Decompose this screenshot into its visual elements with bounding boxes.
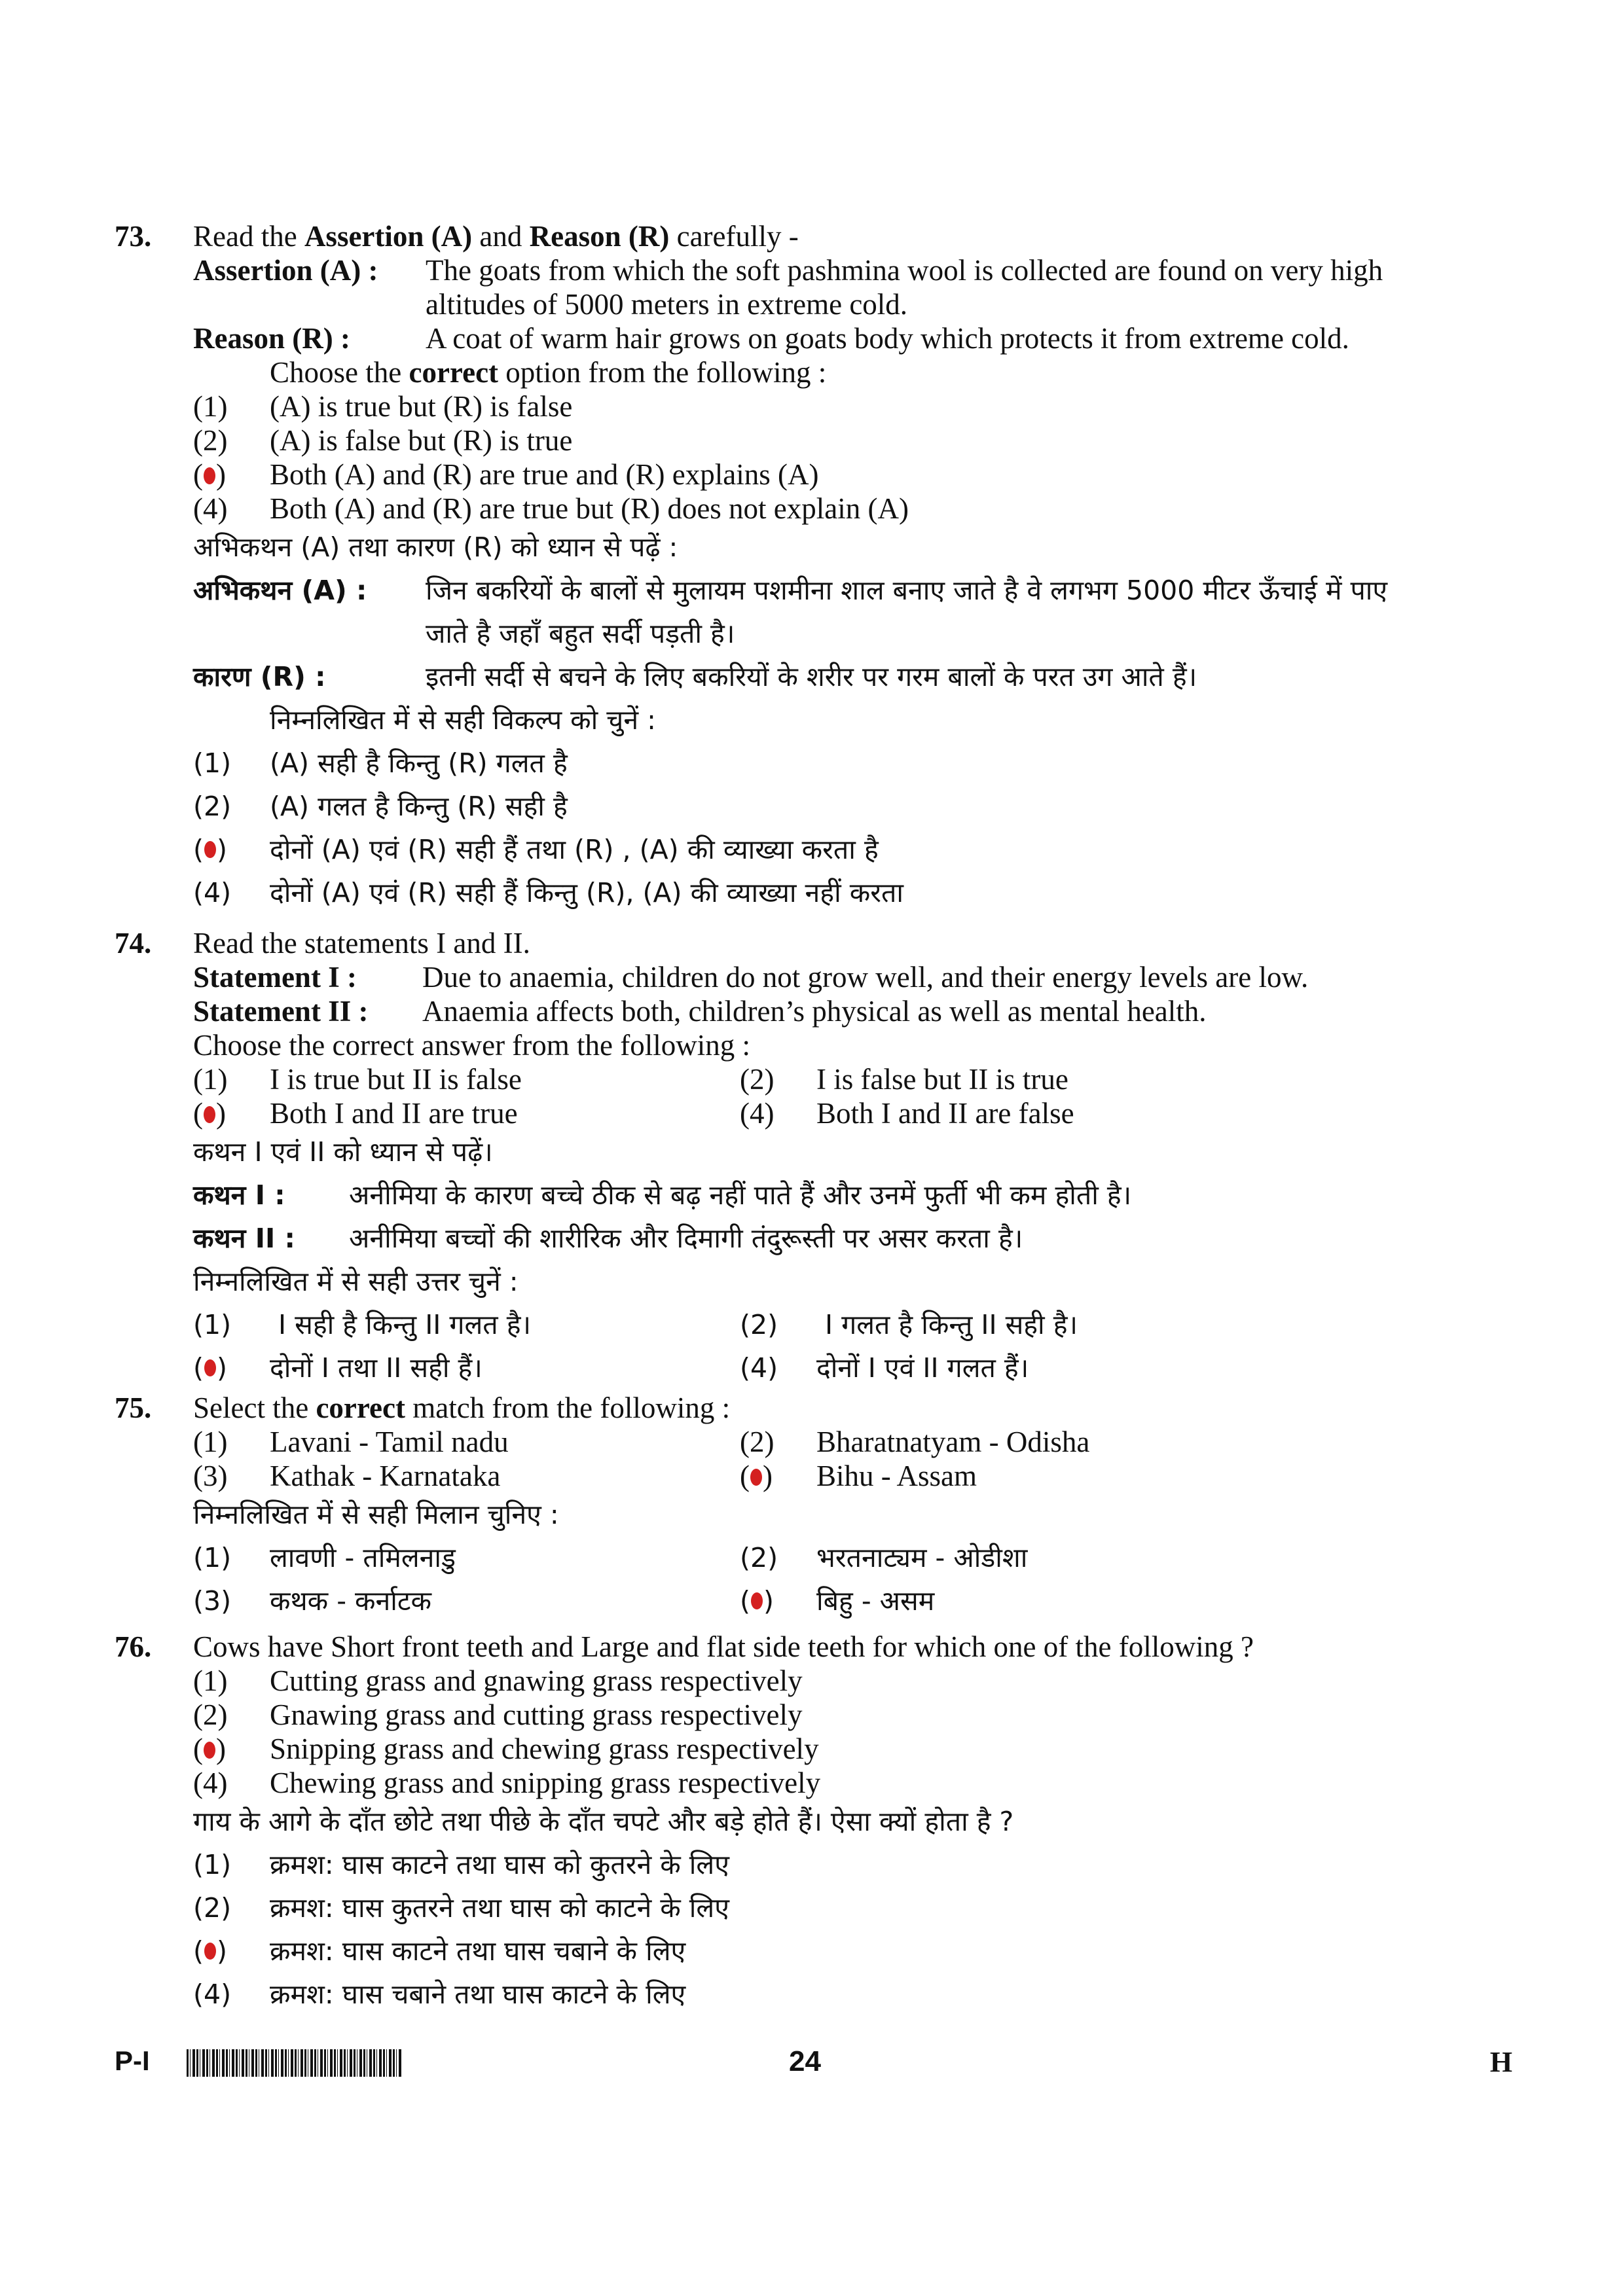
hindi-assertion-text-cont: जाते है जहाँ बहुत सर्दी पड़ती है। (426, 618, 735, 649)
option-1[interactable]: (1) Cutting grass and gnawing grass respectively (193, 1664, 803, 1697)
answer-mark-icon (751, 1592, 763, 1609)
option-4[interactable]: (4) Chewing grass and snipping grass respectively (193, 1767, 821, 1799)
answer-mark-icon (204, 1943, 216, 1960)
hindi-option-3[interactable]: ( ) दोनों (A) एवं (R) सही हैं तथा (R) , (A) की व्याख्या करता है (193, 834, 879, 865)
hindi-choose-instruction: निम्नलिखित में से सही उत्तर चुनें : (193, 1266, 519, 1297)
option-2[interactable]: (2) Gnawing grass and cutting grass respectively (193, 1698, 803, 1731)
choose-instruction: Choose the correct answer from the following : (193, 1029, 751, 1062)
question-number: 75. (115, 1391, 152, 1424)
question-number: 73. (115, 220, 152, 253)
hindi-statement-2-text: अनीमिया बच्चों की शारीरिक और दिमागी तंदुरूस्ती पर असर करता है। (349, 1223, 1023, 1254)
hindi-intro: गाय के आगे के दाँत छोटे तथा पीछे के दाँत चपटे और बड़े होते हैं। ऐसा क्यों होता है ? (193, 1806, 1014, 1837)
hindi-assertion-label: अभिकथन (A) : (193, 575, 367, 606)
question-73 (115, 219, 1522, 914)
hindi-reason-text: इतनी सर्दी से बचने के लिए बकरियों के शरीर पर गरम बालों के परत उग आते हैं। (426, 661, 1197, 692)
hindi-option-3[interactable]: ( ) क्रमश: घास काटने तथा घास चबाने के लिए (193, 1935, 686, 1967)
option-1[interactable]: (1) (A) is true but (R) is false (193, 390, 573, 423)
reason-label: Reason (R) : (193, 322, 350, 355)
answer-mark-icon (204, 1742, 215, 1759)
hindi-statement-1-label: कथन I : (193, 1179, 285, 1211)
question-76 (115, 1630, 1522, 2016)
hindi-reason-label: कारण (R) : (193, 661, 326, 692)
hindi-assertion-text: जिन बकरियों के बालों से मुलायम पशमीना शाल बनाए जाते है वे लगभग 5000 मीटर ऊँचाई में पाए (426, 575, 1388, 606)
question-intro: Read the statements I and II. (193, 927, 530, 960)
hindi-option-2[interactable]: (2) क्रमश: घास कुतरने तथा घास को काटने के लिए (193, 1892, 729, 1924)
option-3[interactable]: ( ) Both (A) and (R) are true and (R) explains (A) (193, 458, 819, 491)
option-4[interactable]: (4) Both (A) and (R) are true but (R) does not explain (A) (193, 492, 909, 525)
hindi-option-1[interactable]: (1) क्रमश: घास काटने तथा घास को कुतरने के लिए (193, 1849, 729, 1880)
statement-1-text: Due to anaemia, children do not grow well, and their energy levels are low. (422, 961, 1309, 994)
page-footer (115, 2045, 1512, 2085)
hindi-statement-2-label: कथन II : (193, 1223, 295, 1254)
question-75: 75. Select the correct match from the following : (1) Lavani - Tamil nadu (2) Bharatnatyam - Odisha (3) Kathak - Karnataka ( ) Bihu - Assam निम्नलिखित में से सही मिलान चुनिए : (1) लावणी - तमिलनाडु (2) भरतनाट्यम - ओडीशा (3) कथक - कर्नाटक ( ) बिहु - असम (115, 1391, 1090, 1617)
hindi-option-4[interactable]: (4) दोनों (A) एवं (R) सही हैं किन्तु (R), (A) की व्याख्या नहीं करता (193, 877, 903, 908)
assertion-label: Assertion (A) : (193, 254, 378, 287)
hindi-option-4[interactable]: (4) क्रमश: घास चबाने तथा घास काटने के लिए (193, 1979, 686, 2010)
hindi-option-1[interactable]: (1) (A) सही है किन्तु (R) गलत है (193, 747, 568, 779)
answer-mark-icon (204, 841, 216, 858)
question-number: 74. (115, 927, 152, 960)
set-code: H (1489, 2046, 1512, 2078)
answer-mark-icon (750, 1469, 762, 1486)
option-2[interactable]: (2) (A) is false but (R) is true (193, 424, 573, 457)
hindi-choose-instruction: निम्नलिखित में से सही विकल्प को चुनें : (270, 704, 656, 736)
assertion-text-cont: altitudes of 5000 meters in extreme cold. (426, 288, 908, 321)
option-3[interactable]: ( ) Snipping grass and chewing grass respectively (193, 1732, 819, 1765)
question-intro: Read the Assertion (A) and Reason (R) carefully - (193, 220, 799, 253)
statement-2-label: Statement II : (193, 995, 369, 1028)
hindi-intro: अभिकथन (A) तथा कारण (R) को ध्यान से पढ़ें : (193, 531, 678, 563)
hindi-option-2[interactable]: (2) (A) गलत है किन्तु (R) सही है (193, 791, 568, 822)
hindi-statement-1-text: अनीमिया के कारण बच्चे ठीक से बढ़ नहीं पाते हैं और उनमें फुर्ती भी कम होती है। (349, 1179, 1132, 1211)
question-74: 74. Read the statements I and II. Statement I : Due to anaemia, children do not grow well, and their energy levels are low. Statement II : Anaemia affects both, children’s physical as well as mental health. Choose the correct answer from the following : (1) I is true but II is false (2) I is false but II is true ( ) Both I and II are true (4) Both I and II are false कथन I एवं II को ध्यान से पढ़ें। कथन I : अनीमिया के कारण बच्चे ठीक से बढ़ नहीं पाते हैं और उनमें फुर्ती भी कम होती है। कथन II : अनीमिया बच्चों की शारीरिक और दिमागी तंदुरूस्ती पर असर करता है। निम्नलिखित में से सही उत्तर चुनें : (1) I सही है किन्तु II गलत है। (2) I गलत है किन्तु II सही है। ( ) दोनों I तथा II सही हैं। (4) दोनों I एवं II गलत हैं। (115, 927, 1309, 1384)
choose-instruction: Choose the correct option from the following : (270, 356, 827, 389)
question-number: 76. (115, 1630, 152, 1663)
answer-mark-icon (204, 1359, 216, 1376)
assertion-text: The goats from which the soft pashmina wool is collected are found on very high (426, 254, 1383, 287)
reason-text: A coat of warm hair grows on goats body which protects it from extreme cold. (426, 322, 1349, 355)
statement-2-text: Anaemia affects both, children’s physical as well as mental health. (422, 995, 1207, 1028)
barcode-icon (187, 2049, 403, 2077)
page-number: 24 (789, 2045, 821, 2077)
answer-mark-icon (204, 1106, 215, 1123)
hindi-intro: निम्नलिखित में से सही मिलान चुनिए : (193, 1499, 559, 1530)
answer-mark-icon (204, 467, 215, 484)
statement-1-label: Statement I : (193, 961, 357, 994)
paper-code: P-I (115, 2045, 150, 2076)
question-intro: Cows have Short front teeth and Large and flat side teeth for which one of the following ? (193, 1630, 1254, 1663)
question-intro: Select the correct match from the following : (193, 1391, 731, 1424)
hindi-intro: कथन I एवं II को ध्यान से पढ़ें। (193, 1136, 493, 1168)
